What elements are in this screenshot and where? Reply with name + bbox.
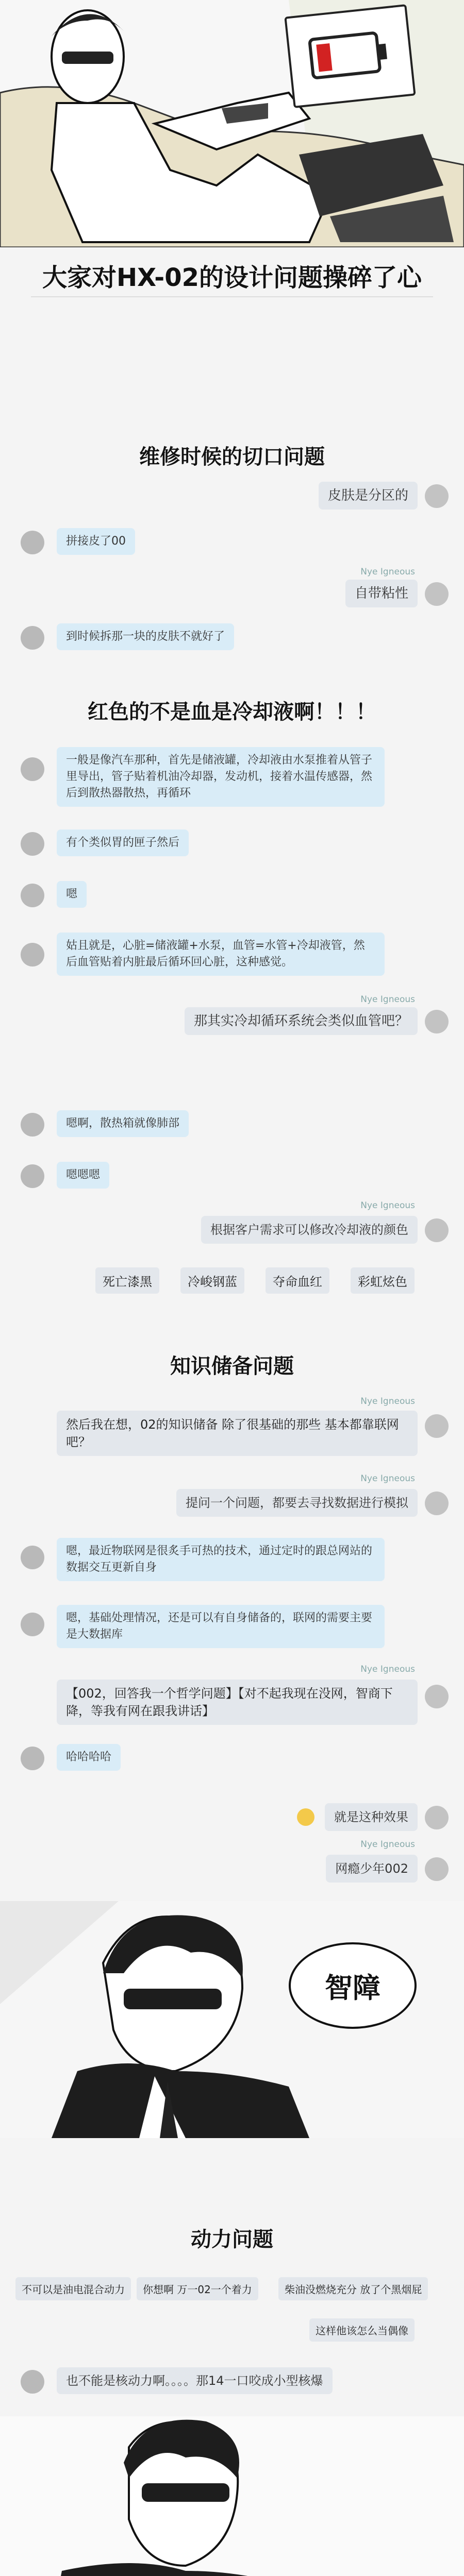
avatar xyxy=(21,1546,44,1569)
chat-bubble: 自带粘性 xyxy=(345,580,418,607)
chat-bubble: 嗯啊，散热箱就像肺部 xyxy=(57,1110,189,1137)
chat-bubble: 根据客户需求可以修改冷却液的颜色 xyxy=(201,1216,418,1244)
low-battery-sign xyxy=(284,4,416,108)
nickname: Nye Igneous xyxy=(360,1839,415,1850)
avatar xyxy=(21,1747,44,1770)
chat-bubble: 拼接皮了00 xyxy=(57,528,135,555)
avatar xyxy=(21,626,44,650)
chat-bubble: 姑且就是，心脏=储液罐+水泵，血管=水管+冷却液管，然后血管贴着内脏最后循环回心脏，这种感觉。 xyxy=(57,933,385,976)
nickname: Nye Igneous xyxy=(360,567,415,577)
nickname: Nye Igneous xyxy=(360,1396,415,1406)
manga-panel-middle xyxy=(0,1901,464,2138)
avatar xyxy=(425,484,449,508)
color-option-red: 夺命血红 xyxy=(266,1267,329,1294)
avatar xyxy=(425,1492,449,1515)
chat-bubble: 你想啊 万一02一个着力 xyxy=(137,2277,258,2300)
avatar xyxy=(425,582,449,606)
avatar xyxy=(425,1806,449,1829)
chat-bubble: 皮肤是分区的 xyxy=(319,482,418,510)
color-option-blue: 冷峻钢蓝 xyxy=(180,1267,244,1294)
chat-bubble: 一般是像汽车那种，首先是储液罐，冷却液由水泵推着从管子里导出，管子贴着机油冷却器，发动机，接着水温传感器，然后到散热器散热，再循环 xyxy=(57,747,385,807)
manga-illustration-middle xyxy=(0,1901,464,2138)
chat-bubble: 也不能是核动力啊。。。。那14一口咬成小型核爆 xyxy=(57,2367,333,2394)
chat-bubble: 嗯 xyxy=(57,881,87,908)
section-title-knowledge: 知识储备问题 xyxy=(170,1354,294,1378)
nickname: Nye Igneous xyxy=(360,994,415,1005)
chat-bubble: 然后我在想，02的知识储备 除了很基础的那些 基本都靠联网吧？ xyxy=(57,1411,418,1456)
chat-bubble: 嗯，基础处理情况，还是可以有自身储备的，联网的需要主要是大数据库 xyxy=(57,1605,385,1648)
avatar xyxy=(21,1613,44,1636)
chat-bubble: 【002，回答我一个哲学问题】【对不起我现在没网，智商下降，等我有网在跟我讲话】 xyxy=(57,1680,418,1725)
chat-bubble: 这样他该怎么当偶像 xyxy=(309,2318,415,2342)
manga-panel-bottom xyxy=(0,2416,464,2576)
nickname: Nye Igneous xyxy=(360,1200,415,1211)
chat-bubble: 网瘾少年002 xyxy=(326,1855,418,1883)
avatar xyxy=(21,531,44,554)
avatar xyxy=(21,943,44,967)
nickname: Nye Igneous xyxy=(360,1664,415,1674)
avatar xyxy=(21,832,44,856)
chat-bubble: 嗯，最近物联网是很炙手可热的技术，通过定时的跟总网站的数据交互更新自身 xyxy=(57,1538,385,1581)
color-option-black: 死亡漆黑 xyxy=(95,1267,159,1294)
chat-bubble: 有个类似胃的匣子然后 xyxy=(57,829,189,856)
avatar xyxy=(425,1685,449,1708)
nickname: Nye Igneous xyxy=(360,1473,415,1484)
avatar xyxy=(425,1414,449,1438)
chat-bubble: 柴油没燃烧充分 放了个黑烟屁 xyxy=(278,2277,428,2300)
speech-bubble xyxy=(289,1942,417,2029)
section-title-coolant: 红色的不是血是冷却液啊！！！ xyxy=(88,700,376,724)
battery-icon xyxy=(287,6,414,106)
laugh-emoji-icon xyxy=(297,1808,314,1826)
page-title: 大家对HX-02的设计问题操碎了心 xyxy=(42,263,422,292)
chat-bubble: 不可以是油电混合动力 xyxy=(15,2277,131,2300)
chat-bubble: 就是这种效果 xyxy=(325,1803,418,1831)
section-title-repair: 维修时候的切口问题 xyxy=(139,445,325,469)
manga-illustration-bottom xyxy=(0,2416,464,2576)
avatar xyxy=(425,1010,449,1033)
avatar xyxy=(21,1113,44,1137)
avatar xyxy=(21,757,44,781)
avatar xyxy=(21,884,44,907)
chat-bubble: 哈哈哈哈 xyxy=(57,1744,121,1771)
chat-bubble: 嗯嗯嗯 xyxy=(57,1162,109,1189)
chat-bubble: 那其实冷却循环系统会类似血管吧？ xyxy=(185,1007,418,1035)
chat-bubble: 到时候拆那一块的皮肤不就好了 xyxy=(57,623,234,650)
color-option-rainbow: 彩虹炫色 xyxy=(351,1267,415,1294)
chat-bubble: 提问一个问题，都要去寻找数据进行模拟 xyxy=(176,1489,418,1517)
avatar xyxy=(425,1218,449,1242)
avatar xyxy=(425,1857,449,1881)
divider xyxy=(31,296,433,297)
avatar xyxy=(21,2370,44,2394)
section-title-power: 动力问题 xyxy=(191,2228,273,2251)
avatar xyxy=(21,1164,44,1188)
manga-panel-top xyxy=(0,0,464,247)
speech-text: 智障 xyxy=(325,1971,380,2004)
